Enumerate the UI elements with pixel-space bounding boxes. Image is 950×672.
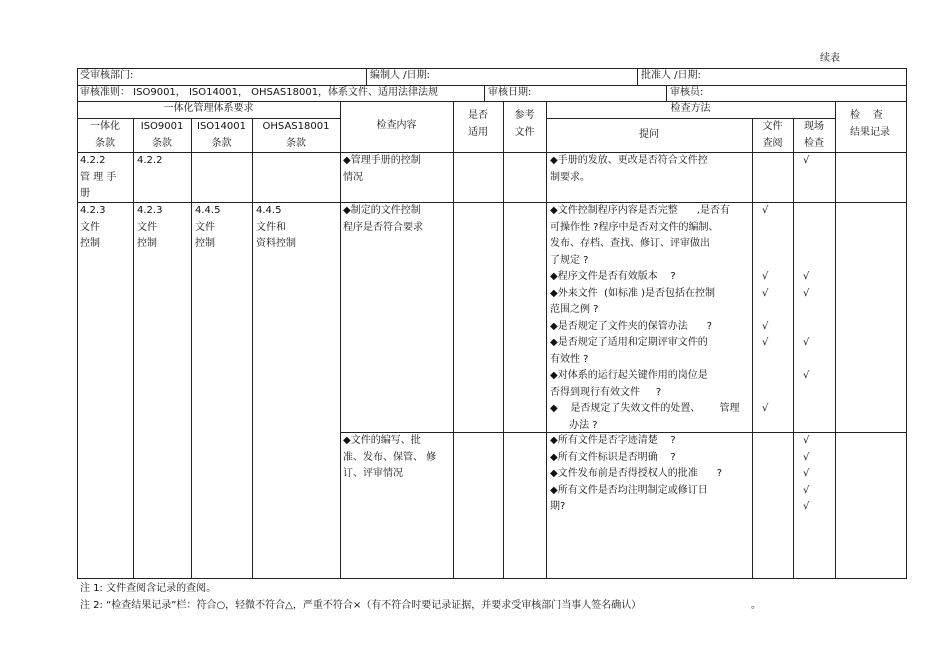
question-cell: ◆文件控制程序内容是否完整 ,是否有 可操作性 ?程序中是否对文件的编制、 发布、存档、查找、修订、评审做出 了规定 ? ◆程序文件是否有效版本 ? ◆外来文件 (如标准 )是否包括在控制 范围之例 ? ◆是否规定了文件夹的保管办法 ? ◆是否规定了适用和定期评审文件的 有效性 ? ◆对体系的运行起关键作用的岗位是 否得到现行有效文件 ? ◆ 是否规定了失效文件的处置、 管理 办法 ? xyxy=(550,205,740,431)
continued-label: 续表 xyxy=(820,53,840,64)
question-cell: ◆手册的发放、更改是否符合文件控 制要求。 xyxy=(550,155,708,183)
check-content-cell: ◆文件的编写、批 准、发布、保管、 修 订、评审情况 xyxy=(343,435,437,479)
iso14001-clause-header: ISO14001 条款 xyxy=(197,121,246,149)
note-2-end: 。 xyxy=(751,600,761,611)
site-check-cell: √ √ √ √ xyxy=(803,271,810,381)
editor-label: 编制人 /日期: xyxy=(370,70,430,81)
question-header: 提问 xyxy=(639,129,659,140)
ohsas-clause-header: OHSAS18001 条款 xyxy=(262,121,330,149)
approver-label: 批准人 /日期: xyxy=(641,70,701,81)
iso9001-clause-cell: 4.2.2 xyxy=(137,155,163,166)
iso9001-clause-cell: 4.2.3 文件 控制 xyxy=(137,205,163,249)
check-method-header: 检查方法 xyxy=(670,103,711,114)
note-1: 注 1: 文件查阅含记录的查阅。 xyxy=(80,583,217,594)
question-cell: ◆所有文件是否字迹清楚 ? ◆所有文件标识是否明确 ? ◆文件发布前是否得授权人的批准 ? ◆所有文件是否均注明制定或修订日 期? xyxy=(550,435,723,512)
integrated-clause-cell: 4.2.3 文件 控制 xyxy=(80,205,106,249)
criteria-label: 审核准则： ISO9001， ISO14001， OHSAS18001，体系文件、适用法律法规 xyxy=(80,87,439,98)
integrated-clause-header: 一体化 条款 xyxy=(90,121,120,149)
audit-date-label: 审核日期: xyxy=(488,87,532,98)
doc-review-header: 文件 查阅 xyxy=(762,121,783,149)
check-content-cell: ◆制定的文件控制 程序是否符合要求 xyxy=(343,205,423,233)
result-record-header: 检 查 结果记录 xyxy=(850,110,890,138)
site-check-header: 现场 检查 xyxy=(804,121,824,149)
dept-label: 受审核部门: xyxy=(80,70,134,81)
check-content-cell: ◆管理手册的控制 情况 xyxy=(343,155,421,183)
integrated-clause-cell: 4.2.2 管 理 手 册 xyxy=(80,155,117,199)
note-2: 注 2: “检查结果记录”栏：符合○，轻微不符合△，严重不符合×（有不符合时要记录证据，并要求受审核部门当事人签名确认） xyxy=(80,600,642,611)
check-content-header: 检查内容 xyxy=(376,120,417,131)
applicable-header: 是否 适用 xyxy=(468,110,488,138)
site-check-cell: √ √ √ √ √ xyxy=(803,435,810,512)
ohsas-clause-cell: 4.4.5 文件和 资料控制 xyxy=(256,205,296,249)
iso9001-clause-header: ISO9001 条款 xyxy=(140,121,184,149)
doc-review-cell: √ √ √ √ √ √ xyxy=(762,205,769,414)
auditor-label: 审核员: xyxy=(670,87,704,98)
iso14001-clause-cell: 4.4.5 文件 控制 xyxy=(195,205,221,249)
site-check-cell: √ xyxy=(803,155,810,166)
requirements-group-header: 一体化管理体系要求 xyxy=(163,103,254,114)
reference-doc-header: 参考 文件 xyxy=(514,110,535,138)
